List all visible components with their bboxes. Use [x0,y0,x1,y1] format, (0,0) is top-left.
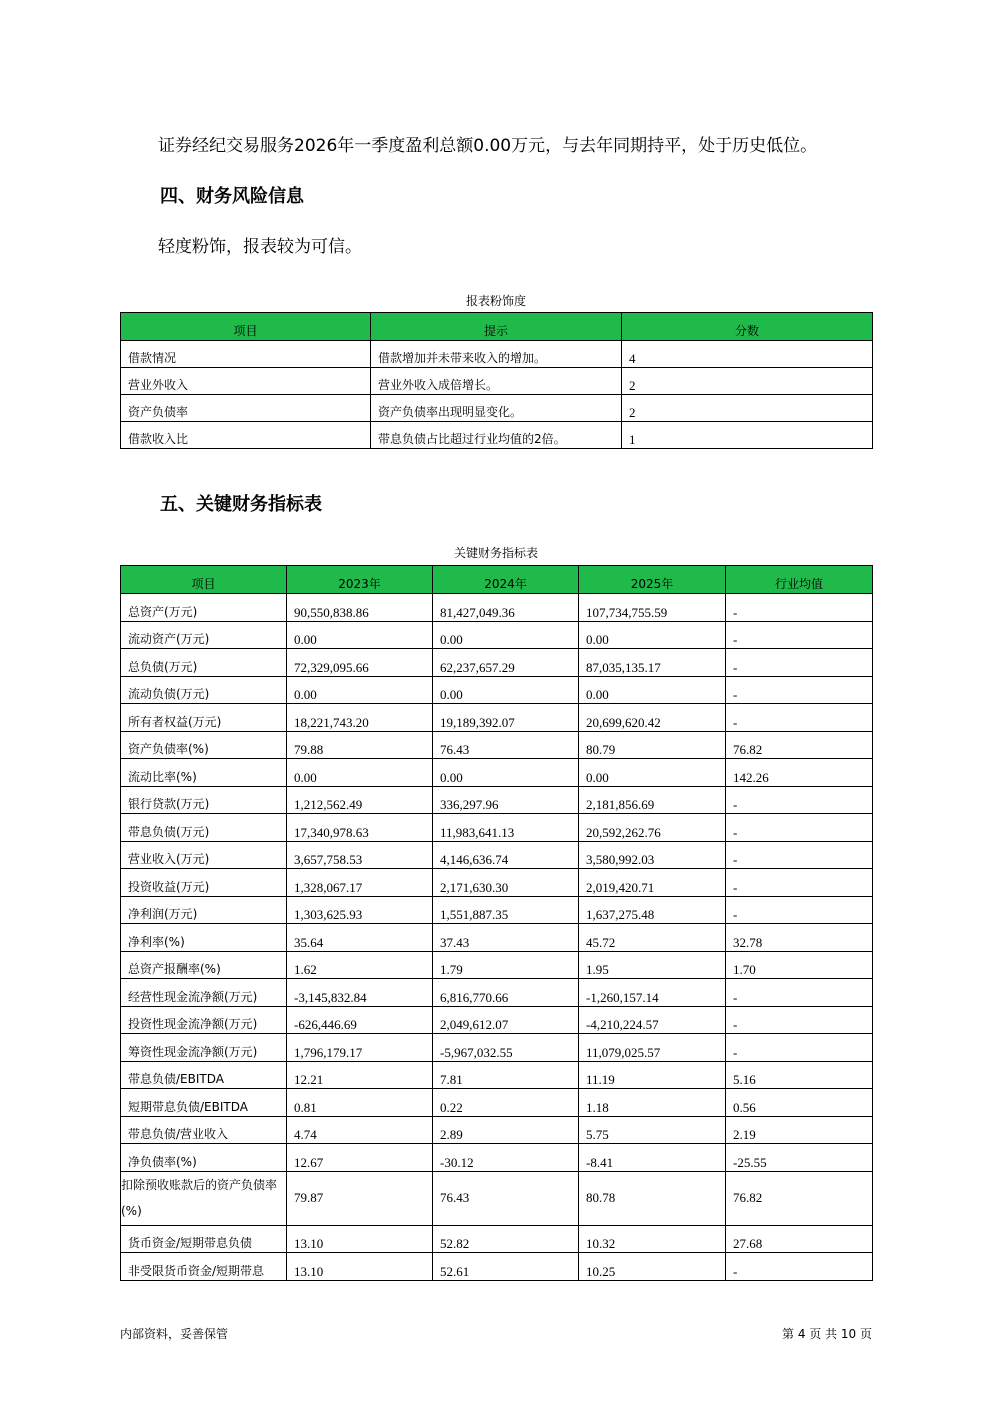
item-cell: 净利润(万元) [121,896,287,924]
value-2024-cell: 19,189,392.07 [433,704,579,732]
value-2024-cell: 76.43 [433,731,579,759]
industry-avg-cell: - [726,649,873,677]
value-2025-cell: -4,210,224.57 [579,1006,726,1034]
table-row [121,676,873,704]
value-2025-cell: 11.19 [579,1061,726,1089]
table-row [121,924,873,952]
industry-avg-cell: 142.26 [726,759,873,787]
value-2023-cell: 79.87 [287,1171,433,1225]
item-cell: 所有者权益(万元) [121,704,287,732]
score-cell: 4 [622,341,873,368]
value-2025-cell: 0.00 [579,759,726,787]
hint-cell: 资产负债率出现明显变化。 [371,395,622,422]
header-item: 项目 [121,566,287,594]
industry-avg-cell: 76.82 [726,1171,873,1225]
financial-indicators-table [120,565,873,1281]
value-2024-cell: 336,297.96 [433,786,579,814]
table-row [121,1116,873,1144]
industry-avg-cell: 2.19 [726,1116,873,1144]
value-2024-cell: -30.12 [433,1144,579,1172]
header-item: 项目 [121,313,371,341]
value-2023-cell: 90,550,838.86 [287,594,433,622]
item-cell: 总负债(万元) [121,649,287,677]
value-2024-cell: 52.82 [433,1225,579,1253]
item-cell: 营业收入(万元) [121,841,287,869]
item-cell: 营业外收入 [121,368,371,395]
table-row [121,1171,873,1225]
industry-avg-cell: - [726,704,873,732]
value-2023-cell: 3,657,758.53 [287,841,433,869]
value-2024-cell: 0.00 [433,621,579,649]
table-row [121,869,873,897]
hint-cell: 借款增加并未带来收入的增加。 [371,341,622,368]
value-2023-cell: 0.00 [287,621,433,649]
industry-avg-cell: - [726,841,873,869]
financial-table-caption: 关键财务指标表 [453,546,538,560]
value-2025-cell: 10.32 [579,1225,726,1253]
value-2025-cell: 5.75 [579,1116,726,1144]
value-2025-cell: 2,019,420.71 [579,869,726,897]
header-hint: 提示 [371,313,622,341]
value-2024-cell: 0.00 [433,676,579,704]
table-row [121,786,873,814]
item-cell: 带息负债/营业收入 [121,1116,287,1144]
item-cell: 流动比率(%) [121,759,287,787]
item-cell: 短期带息负债/EBITDA [121,1089,287,1117]
header-2023: 2023年 [287,566,433,594]
table-row [121,621,873,649]
industry-avg-cell: - [726,1034,873,1062]
item-cell: 带息负债(万元) [121,814,287,842]
value-2024-cell: -5,967,032.55 [433,1034,579,1062]
item-cell: 净负债率(%) [121,1144,287,1172]
score-cell: 2 [622,368,873,395]
value-2024-cell: 2,049,612.07 [433,1006,579,1034]
item-cell: 借款情况 [121,341,371,368]
value-2024-cell: 0.22 [433,1089,579,1117]
table-row [121,814,873,842]
table-row [121,1225,873,1253]
value-2025-cell: -1,260,157.14 [579,979,726,1007]
value-2023-cell: -3,145,832.84 [287,979,433,1007]
item-cell: 经营性现金流净额(万元) [121,979,287,1007]
value-2025-cell: 0.00 [579,676,726,704]
header-industry-avg: 行业均值 [726,566,873,594]
value-2024-cell: 81,427,049.36 [433,594,579,622]
table-row [121,841,873,869]
item-cell: 资产负债率 [121,395,371,422]
section4-heading: 四、财务风险信息 [160,186,304,207]
industry-avg-cell: - [726,676,873,704]
value-2023-cell: 0.00 [287,676,433,704]
table-row [121,649,873,677]
value-2023-cell: 1,303,625.93 [287,896,433,924]
value-2024-cell: 76.43 [433,1171,579,1225]
value-2024-cell: 62,237,657.29 [433,649,579,677]
value-2023-cell: -626,446.69 [287,1006,433,1034]
footer-confidential: 内部资料，妥善保管 [120,1327,229,1341]
item-cell: 投资收益(万元) [121,869,287,897]
value-2023-cell: 13.10 [287,1253,433,1281]
value-2023-cell: 35.64 [287,924,433,952]
value-2025-cell: -8.41 [579,1144,726,1172]
item-cell: 非受限货币资金/短期带息 [121,1253,287,1281]
value-2023-cell: 0.81 [287,1089,433,1117]
value-2023-cell: 12.21 [287,1061,433,1089]
hint-cell: 带息负债占比超过行业均值的2倍。 [371,422,622,449]
industry-avg-cell: 76.82 [726,731,873,759]
industry-avg-cell: - [726,594,873,622]
value-2025-cell: 2,181,856.69 [579,786,726,814]
value-2024-cell: 2,171,630.30 [433,869,579,897]
risk-summary: 轻度粉饰，报表较为可信。 [158,237,362,257]
table-row [121,731,873,759]
footer-page-number: 第 4 页 共 10 页 [782,1327,872,1341]
value-2023-cell: 72,329,095.66 [287,649,433,677]
industry-avg-cell: - [726,896,873,924]
value-2024-cell: 2.89 [433,1116,579,1144]
score-cell: 1 [622,422,873,449]
value-2025-cell: 1.95 [579,951,726,979]
value-2025-cell: 45.72 [579,924,726,952]
value-2024-cell: 11,983,641.13 [433,814,579,842]
table-header-row [121,313,873,341]
industry-avg-cell: 5.16 [726,1061,873,1089]
value-2023-cell: 18,221,743.20 [287,704,433,732]
table-row [121,1034,873,1062]
window-dressing-table-caption: 报表粉饰度 [465,294,526,308]
value-2025-cell: 87,035,135.17 [579,649,726,677]
value-2025-cell: 20,592,262.76 [579,814,726,842]
item-cell: 资产负债率(%) [121,731,287,759]
value-2023-cell: 1,212,562.49 [287,786,433,814]
table-header-row [121,566,873,594]
industry-avg-cell: -25.55 [726,1144,873,1172]
value-2024-cell: 1,551,887.35 [433,896,579,924]
table-row [121,1061,873,1089]
header-score: 分数 [622,313,873,341]
header-2024: 2024年 [433,566,579,594]
value-2025-cell: 107,734,755.59 [579,594,726,622]
item-cell: 带息负债/EBITDA [121,1061,287,1089]
industry-avg-cell: - [726,786,873,814]
industry-avg-cell: - [726,1006,873,1034]
item-cell: 筹资性现金流净额(万元) [121,1034,287,1062]
table-row [121,422,873,449]
industry-avg-cell: - [726,1253,873,1281]
industry-avg-cell: 0.56 [726,1089,873,1117]
table-row [121,341,873,368]
value-2023-cell: 12.67 [287,1144,433,1172]
value-2025-cell: 1,637,275.48 [579,896,726,924]
value-2023-cell: 0.00 [287,759,433,787]
table-row [121,896,873,924]
value-2025-cell: 80.78 [579,1171,726,1225]
value-2024-cell: 6,816,770.66 [433,979,579,1007]
value-2025-cell: 20,699,620.42 [579,704,726,732]
table-row [121,951,873,979]
item-cell: 货币资金/短期带息负债 [121,1225,287,1253]
value-2024-cell: 1.79 [433,951,579,979]
hint-cell: 营业外收入成倍增长。 [371,368,622,395]
value-2023-cell: 13.10 [287,1225,433,1253]
value-2025-cell: 3,580,992.03 [579,841,726,869]
table-row [121,979,873,1007]
value-2023-cell: 17,340,978.63 [287,814,433,842]
table-row [121,1144,873,1172]
value-2023-cell: 1,328,067.17 [287,869,433,897]
value-2025-cell: 10.25 [579,1253,726,1281]
industry-avg-cell: 32.78 [726,924,873,952]
value-2024-cell: 4,146,636.74 [433,841,579,869]
score-cell: 2 [622,395,873,422]
table-row [121,704,873,732]
item-cell: 总资产报酬率(%) [121,951,287,979]
value-2024-cell: 52.61 [433,1253,579,1281]
item-cell: 流动负债(万元) [121,676,287,704]
table-row [121,395,873,422]
value-2023-cell: 4.74 [287,1116,433,1144]
value-2024-cell: 37.43 [433,924,579,952]
value-2025-cell: 80.79 [579,731,726,759]
intro-paragraph: 证券经纪交易服务2026年一季度盈利总额0.00万元，与去年同期持平，处于历史低位。 [158,136,818,156]
table-row [121,368,873,395]
table-row [121,594,873,622]
table-row [121,1089,873,1117]
table-row [121,1006,873,1034]
value-2025-cell: 1.18 [579,1089,726,1117]
value-2025-cell: 11,079,025.57 [579,1034,726,1062]
industry-avg-cell: 1.70 [726,951,873,979]
table-row [121,1253,873,1281]
value-2024-cell: 0.00 [433,759,579,787]
industry-avg-cell: - [726,621,873,649]
item-cell: 流动资产(万元) [121,621,287,649]
value-2025-cell: 0.00 [579,621,726,649]
section5-heading: 五、关键财务指标表 [160,494,322,515]
industry-avg-cell: - [726,869,873,897]
value-2023-cell: 79.88 [287,731,433,759]
item-cell: 扣除预收账款后的资产负债率(%) [121,1171,287,1225]
industry-avg-cell: 27.68 [726,1225,873,1253]
item-cell: 借款收入比 [121,422,371,449]
value-2024-cell: 7.81 [433,1061,579,1089]
table-row [121,759,873,787]
header-2025: 2025年 [579,566,726,594]
industry-avg-cell: - [726,979,873,1007]
item-cell: 投资性现金流净额(万元) [121,1006,287,1034]
window-dressing-table [120,312,873,449]
value-2023-cell: 1,796,179.17 [287,1034,433,1062]
item-cell: 净利率(%) [121,924,287,952]
value-2023-cell: 1.62 [287,951,433,979]
item-cell: 总资产(万元) [121,594,287,622]
industry-avg-cell: - [726,814,873,842]
item-cell: 银行贷款(万元) [121,786,287,814]
